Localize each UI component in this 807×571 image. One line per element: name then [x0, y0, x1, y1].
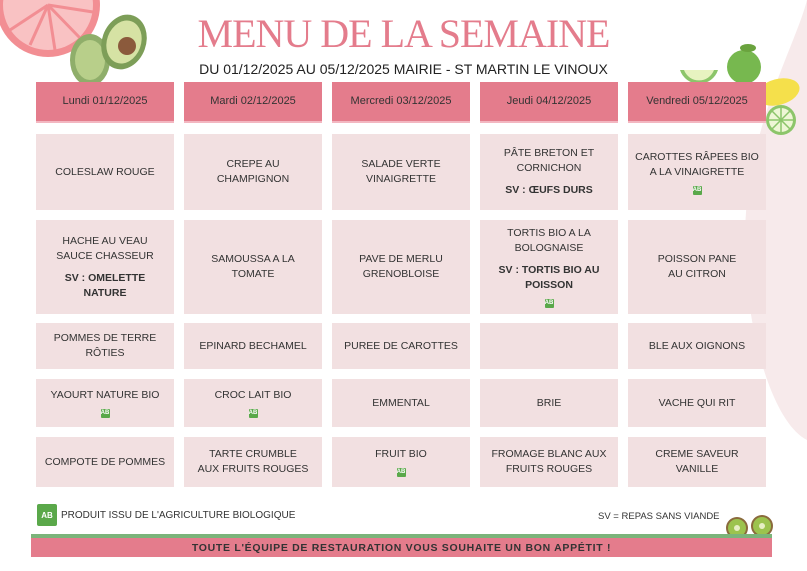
dish-name: VACHE QUI RIT: [658, 396, 736, 409]
dish-name: PÂTE BRETON ET CORNICHON: [503, 147, 595, 174]
vegetarian-option: SV : TORTIS BIO AU POISSON: [498, 264, 600, 291]
menu-cell: [332, 323, 470, 369]
menu-cell: [628, 379, 766, 427]
dish-name: CREPE AU CHAMPIGNON: [216, 158, 290, 185]
menu-cell: [184, 134, 322, 210]
menu-cell: [184, 220, 322, 314]
day-header: Lundi 01/12/2025: [36, 82, 174, 123]
menu-cell: [480, 323, 618, 369]
bio-label-icon: AB: [692, 186, 702, 193]
menu-cell: [628, 220, 766, 314]
bio-label-icon: AB: [248, 410, 258, 416]
dish-name: TARTE CRUMBLE AUX FRUITS ROUGES: [197, 448, 309, 475]
bio-label-icon: AB: [396, 469, 406, 475]
dish-name: FROMAGE BLANC AUX FRUITS ROUGES: [491, 448, 607, 475]
bio-legend: [37, 504, 295, 526]
dish-name: BRIE: [536, 396, 562, 409]
ab-logo-icon: AB: [37, 504, 57, 526]
dish-name: EPINARD BECHAMEL: [199, 339, 307, 352]
dish-name: YAOURT NATURE BIO: [50, 389, 160, 401]
dish-name: BLE AUX OIGNONS: [648, 339, 746, 352]
sv-legend: SV = REPAS SANS VIANDE: [598, 511, 720, 522]
menu-cell: [480, 134, 618, 210]
dish-name: CREME SAVEUR VANILLE: [655, 448, 739, 475]
menu-cell: [36, 437, 174, 487]
date-range-subtitle: DU 01/12/2025 AU 05/12/2025 MAIRIE - ST MARTIN LE VINOUX: [199, 61, 608, 77]
menu-cell: [332, 134, 470, 210]
menu-cell: [332, 437, 470, 487]
dish-name: COLESLAW ROUGE: [55, 165, 155, 178]
bio-label-icon: AB: [544, 300, 554, 306]
dish-name: SALADE VERTE VINAIGRETTE: [361, 158, 441, 185]
menu-cell: [184, 379, 322, 427]
menu-cell: [628, 437, 766, 487]
day-header: Jeudi 04/12/2025: [480, 82, 618, 123]
page-title: MENU DE LA SEMAINE: [197, 11, 610, 56]
day-header: Vendredi 05/12/2025: [628, 82, 766, 123]
dish-name: FRUIT BIO: [375, 448, 427, 460]
menu-cell: [480, 379, 618, 427]
dish-name: EMMENTAL: [372, 396, 430, 409]
menu-cell: [332, 220, 470, 314]
dish-name: PUREE DE CAROTTES: [344, 339, 458, 352]
dish-name: SAMOUSSA A LA TOMATE: [211, 253, 295, 280]
vegetarian-option: SV : ŒUFS DURS: [505, 184, 593, 196]
menu-cell: [628, 323, 766, 369]
bio-label-icon: AB: [100, 410, 110, 416]
menu-cell: [36, 323, 174, 369]
menu-cell: [36, 134, 174, 210]
menu-cell: [628, 134, 766, 210]
dish-name: COMPOTE DE POMMES: [44, 455, 166, 468]
menu-cell: [480, 220, 618, 314]
menu-cell: [332, 379, 470, 427]
dish-name: POMMES DE TERRE RÔTIES: [53, 332, 157, 359]
vegetarian-option: SV : OMELETTE NATURE: [64, 271, 146, 299]
dish-name: CAROTTES RÂPEES BIO A LA VINAIGRETTE: [635, 150, 759, 178]
dish-name: PAVE DE MERLU GRENOBLOISE: [359, 253, 443, 280]
bon-appetit-banner: TOUTE L'ÉQUIPE DE RESTAURATION VOUS SOUHAITE UN BON APPÉTIT !: [31, 534, 772, 557]
menu-cell: [480, 437, 618, 487]
bio-legend-text: PRODUIT ISSU DE L'AGRICULTURE BIOLOGIQUE: [61, 509, 296, 521]
dish-name: CROC LAIT BIO: [214, 389, 292, 401]
day-header: Mardi 02/12/2025: [184, 82, 322, 123]
dish-name: TORTIS BIO A LA BOLOGNAISE: [507, 227, 591, 254]
dish-name: HACHE AU VEAU SAUCE CHASSEUR: [56, 234, 154, 262]
menu-cell: [36, 379, 174, 427]
menu-cell: [184, 437, 322, 487]
day-header: Mercredi 03/12/2025: [332, 82, 470, 123]
menu-cell: [36, 220, 174, 314]
menu-cell: [184, 323, 322, 369]
dish-name: POISSON PANE AU CITRON: [657, 253, 737, 280]
